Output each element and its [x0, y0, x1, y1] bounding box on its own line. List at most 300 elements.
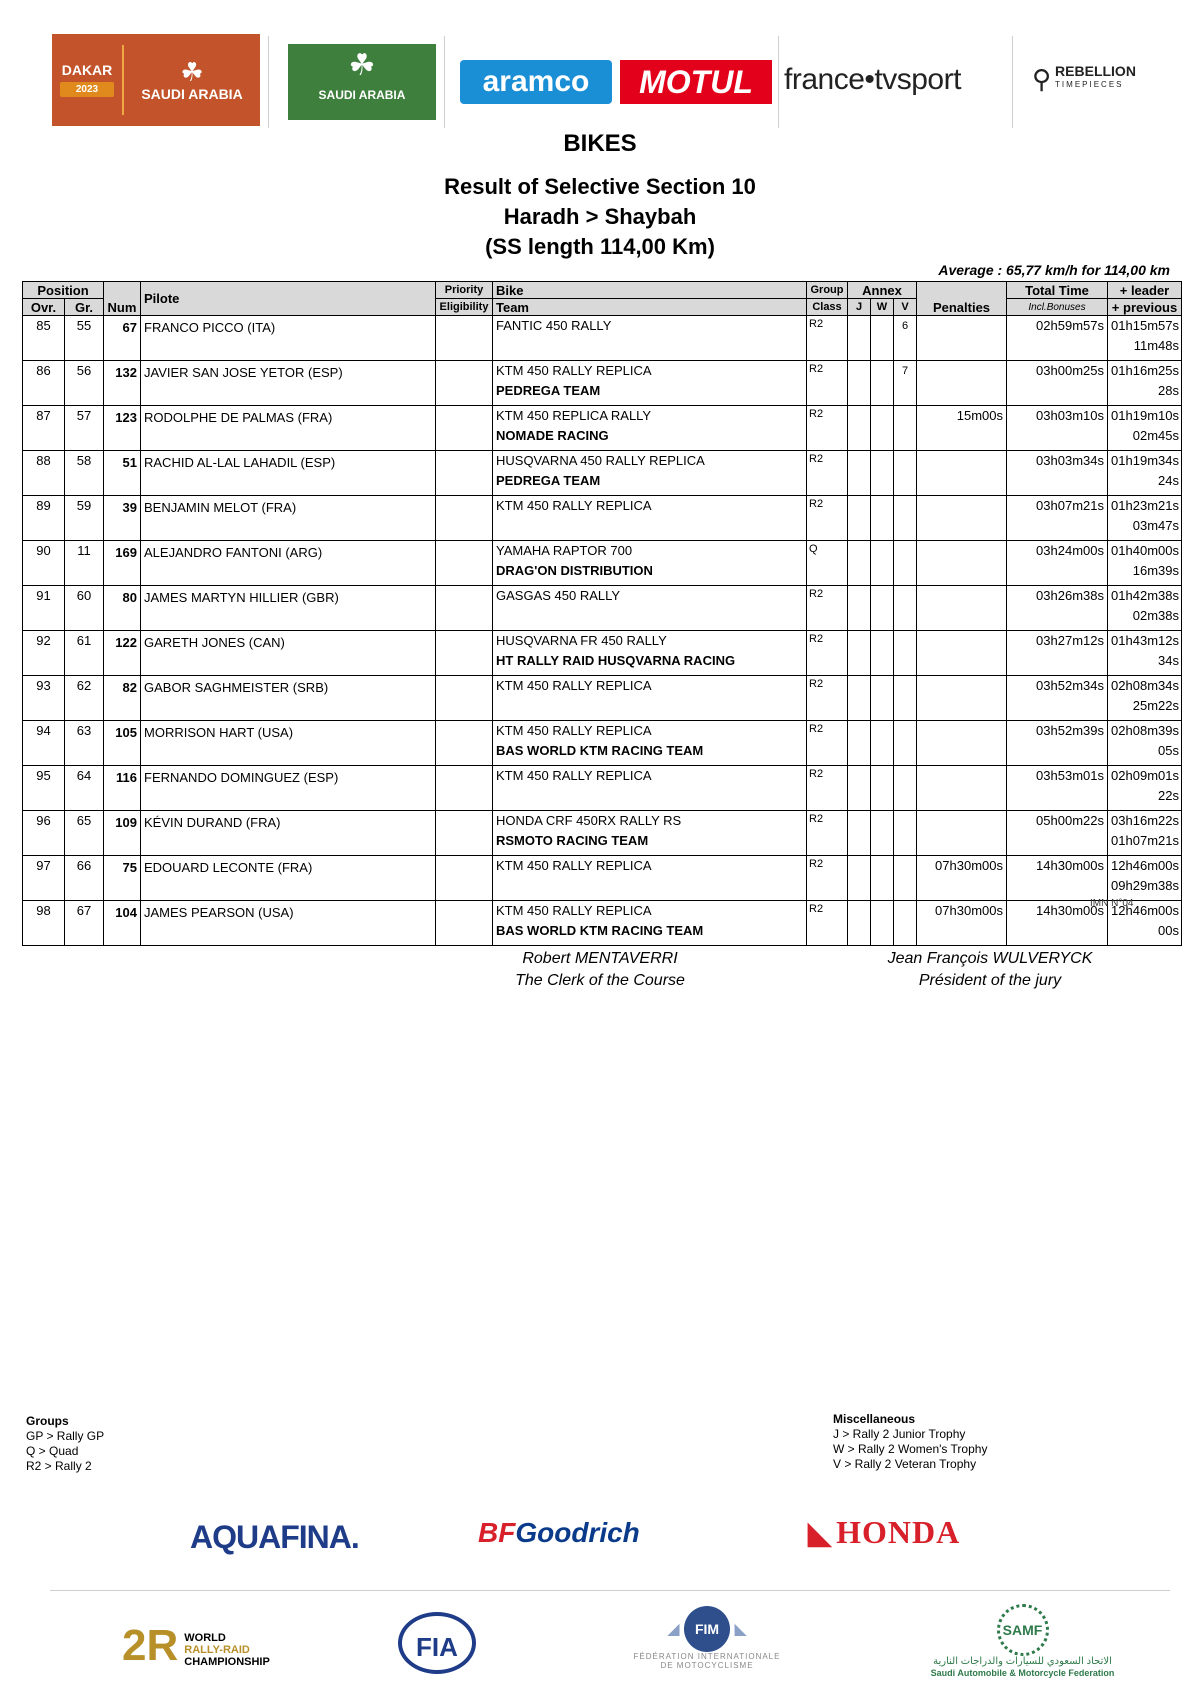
cell-overall-position: 87: [23, 406, 65, 451]
gap-previous: 16m39s: [1132, 563, 1179, 578]
cell-class: R2: [807, 451, 848, 496]
team-name: BAS WORLD KTM RACING TEAM: [496, 923, 704, 938]
bfg-goodrich: Goodrich: [515, 1517, 640, 1548]
cell-priority: [436, 451, 493, 496]
gap-leader: 01h43m12s: [1111, 633, 1179, 648]
cell-group-position: 62: [65, 676, 104, 721]
fim-wings-icon: ◢ FIM ◣: [632, 1606, 782, 1652]
header-group: Group: [807, 282, 848, 299]
cell-class: R2: [807, 586, 848, 631]
gap-previous: 09h29m38s: [1111, 878, 1179, 893]
bike-name: HONDA CRF 450RX RALLY RS: [496, 813, 682, 828]
cell-annex-w: [871, 496, 894, 541]
stage-route: Haradh > Shaybah: [503, 204, 697, 229]
gap-previous: 02m45s: [1132, 428, 1179, 443]
cell-overall-position: 85: [23, 316, 65, 361]
header-eligibility: Eligibility: [436, 299, 493, 316]
cell-penalties: [917, 496, 1007, 541]
cell-bike-team: [493, 676, 807, 721]
cell-number: 67: [104, 316, 141, 361]
cell-gaps: [1108, 451, 1182, 496]
cell-pilot: RODOLPHE DE PALMAS (FRA): [141, 406, 436, 451]
cell-class: R2: [807, 631, 848, 676]
cell-overall-position: 91: [23, 586, 65, 631]
table-row: [23, 496, 1182, 541]
cell-penalties: [917, 316, 1007, 361]
stage-length: (SS length 114,00 Km): [485, 234, 715, 259]
cell-annex-j: [848, 451, 871, 496]
header-bike: Bike: [493, 282, 807, 299]
team-name: PEDREGA TEAM: [496, 383, 601, 398]
sponsor-header: [22, 28, 1178, 138]
table-row: [23, 316, 1182, 361]
cell-annex-w: [871, 631, 894, 676]
bfgoodrich-logo: [478, 1517, 640, 1549]
cell-total-time: 03h03m10s: [1007, 406, 1108, 451]
cell-number: 51: [104, 451, 141, 496]
bike-name: KTM 450 RALLY REPLICA: [496, 498, 652, 513]
honda-logo: [808, 1514, 960, 1551]
table-row: [23, 451, 1182, 496]
header-class: Class: [807, 299, 848, 316]
cell-bike-team: [493, 631, 807, 676]
aquafina-logo: AQUAFINA.: [190, 1519, 359, 1555]
cell-annex-w: [871, 451, 894, 496]
clerk-name: Robert MENTAVERRI: [522, 950, 678, 967]
cell-penalties: 15m00s: [917, 406, 1007, 451]
cell-penalties: [917, 541, 1007, 586]
cell-total-time: 03h00m25s: [1007, 361, 1108, 406]
header-incl-bonuses: Incl.Bonuses: [1007, 299, 1108, 316]
cell-annex-v: [894, 901, 917, 946]
table-row: [23, 901, 1182, 946]
cell-bike-team: [493, 901, 807, 946]
cell-annex-j: [848, 541, 871, 586]
table-row: [23, 586, 1182, 631]
cell-penalties: [917, 586, 1007, 631]
cell-overall-position: 96: [23, 811, 65, 856]
gap-leader: 01h15m57s: [1111, 318, 1179, 333]
cell-gaps: [1108, 676, 1182, 721]
legend-item: V > Rally 2 Veteran Trophy: [833, 1457, 977, 1471]
table-row: [23, 811, 1182, 856]
cell-pilot: KÉVIN DURAND (FRA): [141, 811, 436, 856]
header-annex-w: W: [871, 299, 894, 316]
cell-bike-team: [493, 586, 807, 631]
gap-leader: 02h08m34s: [1111, 678, 1179, 693]
table-row: [23, 406, 1182, 451]
table-row: [23, 676, 1182, 721]
cell-annex-w: [871, 676, 894, 721]
signature-jury: [850, 948, 1130, 992]
cell-class: R2: [807, 316, 848, 361]
cell-overall-position: 92: [23, 631, 65, 676]
cell-group-position: 55: [65, 316, 104, 361]
cell-class: R2: [807, 901, 848, 946]
cell-annex-w: [871, 541, 894, 586]
cell-annex-w: [871, 766, 894, 811]
cell-annex-j: [848, 901, 871, 946]
team-name: BAS WORLD KTM RACING TEAM: [496, 743, 704, 758]
cell-class: R2: [807, 811, 848, 856]
legend-item: R2 > Rally 2: [26, 1459, 92, 1473]
cell-group-position: 64: [65, 766, 104, 811]
palm-icon: ☘: [180, 57, 204, 87]
fia-logo: FIA: [398, 1612, 476, 1674]
cell-annex-w: [871, 901, 894, 946]
cell-bike-team: [493, 406, 807, 451]
saudi-arabia-logo: [288, 44, 436, 120]
cell-number: 169: [104, 541, 141, 586]
cell-annex-v: [894, 676, 917, 721]
header-total-time: Total Time: [1007, 282, 1108, 299]
header-previous: + previous: [1108, 299, 1182, 316]
cell-priority: [436, 316, 493, 361]
cell-class: R2: [807, 721, 848, 766]
rebellion-label: REBELLION: [1055, 63, 1136, 79]
cell-gaps: [1108, 721, 1182, 766]
cell-number: 122: [104, 631, 141, 676]
header-position: Position: [23, 282, 104, 299]
honda-wing-icon: ◣: [808, 1517, 833, 1550]
cell-number: 80: [104, 586, 141, 631]
cell-annex-v: [894, 451, 917, 496]
samf-logo: [925, 1604, 1120, 1690]
gap-previous: 24s: [1158, 473, 1179, 488]
cell-gaps: [1108, 586, 1182, 631]
cell-group-position: 63: [65, 721, 104, 766]
cell-annex-j: [848, 361, 871, 406]
bike-name: HUSQVARNA 450 RALLY REPLICA: [496, 453, 705, 468]
table-row: [23, 541, 1182, 586]
cell-annex-v: 6: [894, 316, 917, 361]
cell-pilot: JAVIER SAN JOSE YETOR (ESP): [141, 361, 436, 406]
wrrc-line1: WORLD: [184, 1632, 226, 1644]
cell-annex-v: [894, 541, 917, 586]
aramco-logo: aramco: [460, 60, 612, 104]
bike-name: KTM 450 RALLY REPLICA: [496, 903, 652, 918]
rebellion-sub: TIMEPIECES: [1055, 80, 1124, 89]
cell-priority: [436, 721, 493, 766]
cell-annex-j: [848, 586, 871, 631]
rebellion-logo: [1032, 64, 1172, 100]
cell-priority: [436, 901, 493, 946]
bike-name: HUSQVARNA FR 450 RALLY: [496, 633, 667, 648]
cell-annex-j: [848, 316, 871, 361]
header-priority: Priority: [436, 282, 493, 299]
gap-leader: 01h16m25s: [1111, 363, 1179, 378]
header-annex-j: J: [848, 299, 871, 316]
cell-priority: [436, 361, 493, 406]
header-leader: + leader: [1108, 282, 1182, 299]
category-title: BIKES: [563, 130, 637, 157]
bike-name: KTM 450 RALLY REPLICA: [496, 723, 652, 738]
cell-gaps: [1108, 856, 1182, 901]
cell-bike-team: [493, 721, 807, 766]
cell-gaps: [1108, 406, 1182, 451]
cell-annex-j: [848, 406, 871, 451]
cell-group-position: 61: [65, 631, 104, 676]
cell-gaps: [1108, 316, 1182, 361]
wrrc-line2: RALLY-RAID: [184, 1644, 250, 1656]
bike-name: KTM 450 RALLY REPLICA: [496, 768, 652, 783]
cell-number: 109: [104, 811, 141, 856]
cell-pilot: JAMES PEARSON (USA): [141, 901, 436, 946]
cell-annex-v: [894, 766, 917, 811]
cell-total-time: 05h00m22s: [1007, 811, 1108, 856]
team-name: PEDREGA TEAM: [496, 473, 601, 488]
cell-bike-team: [493, 766, 807, 811]
average-speed: Average : 65,77 km/h for 114,00 km: [938, 262, 1170, 278]
cell-annex-j: [848, 811, 871, 856]
cell-number: 82: [104, 676, 141, 721]
gap-leader: 03h16m22s: [1111, 813, 1179, 828]
cell-total-time: 03h52m34s: [1007, 676, 1108, 721]
cell-class: R2: [807, 361, 848, 406]
gap-leader: 01h23m21s: [1111, 498, 1179, 513]
header-penalties: Penalties: [917, 282, 1007, 316]
cell-group-position: 57: [65, 406, 104, 451]
cell-group-position: 56: [65, 361, 104, 406]
gap-previous: 34s: [1158, 653, 1179, 668]
bike-name: KTM 450 RALLY REPLICA: [496, 678, 652, 693]
legend-groups-title: Groups: [26, 1414, 69, 1428]
gap-previous: 00s: [1158, 923, 1179, 938]
cell-annex-v: [894, 856, 917, 901]
jury-role: Président of the jury: [918, 972, 1062, 989]
cell-number: 105: [104, 721, 141, 766]
cell-total-time: 03h24m00s: [1007, 541, 1108, 586]
gap-previous: 25m22s: [1132, 698, 1179, 713]
saudi-label: SAUDI ARABIA: [318, 88, 406, 102]
cell-overall-position: 88: [23, 451, 65, 496]
cell-bike-team: [493, 856, 807, 901]
cell-number: 39: [104, 496, 141, 541]
table-row: [23, 631, 1182, 676]
cell-priority: [436, 631, 493, 676]
imn-number: IMN N°04: [1090, 898, 1134, 909]
cell-priority: [436, 406, 493, 451]
results-table: [22, 281, 1182, 946]
table-row: [23, 766, 1182, 811]
dakar-logo: [52, 34, 260, 126]
cell-group-position: 58: [65, 451, 104, 496]
cell-total-time: 14h30m00s: [1007, 856, 1108, 901]
cell-class: Q: [807, 541, 848, 586]
cell-annex-w: [871, 811, 894, 856]
cell-class: R2: [807, 496, 848, 541]
cell-total-time: 03h53m01s: [1007, 766, 1108, 811]
cell-annex-w: [871, 406, 894, 451]
cell-bike-team: [493, 811, 807, 856]
cell-annex-v: [894, 631, 917, 676]
cell-overall-position: 95: [23, 766, 65, 811]
cell-annex-v: [894, 406, 917, 451]
wrrc-line3: CHAMPIONSHIP: [184, 1656, 270, 1668]
cell-annex-j: [848, 721, 871, 766]
table-row: [23, 721, 1182, 766]
francetv-sport-logo: france•tvsport: [784, 63, 961, 96]
cell-gaps: [1108, 811, 1182, 856]
cell-pilot: JAMES MARTYN HILLIER (GBR): [141, 586, 436, 631]
cell-pilot: RACHID AL-LAL LAHADIL (ESP): [141, 451, 436, 496]
cell-total-time: 14h30m00s: [1007, 901, 1108, 946]
header-ovr: Ovr.: [23, 299, 65, 316]
dakar-label: DAKAR: [61, 62, 113, 78]
legend-misc-title: Miscellaneous: [833, 1412, 916, 1426]
legend-item: Q > Quad: [26, 1444, 79, 1458]
cell-annex-w: [871, 856, 894, 901]
cell-annex-j: [848, 496, 871, 541]
cell-penalties: [917, 766, 1007, 811]
bike-name: KTM 450 RALLY REPLICA: [496, 858, 652, 873]
cell-penalties: [917, 631, 1007, 676]
cell-class: R2: [807, 856, 848, 901]
world-rally-raid-logo: [122, 1620, 272, 1674]
gap-previous: 11m48s: [1133, 338, 1179, 353]
header-annex-v: V: [894, 299, 917, 316]
cell-penalties: [917, 676, 1007, 721]
cell-pilot: FERNANDO DOMINGUEZ (ESP): [141, 766, 436, 811]
cell-class: R2: [807, 676, 848, 721]
cell-penalties: 07h30m00s: [917, 901, 1007, 946]
cell-overall-position: 98: [23, 901, 65, 946]
team-name: RSMOTO RACING TEAM: [496, 833, 649, 848]
gap-previous: 28s: [1158, 383, 1179, 398]
gap-leader: 02h08m39s: [1111, 723, 1179, 738]
bike-name: FANTIC 450 RALLY: [496, 318, 612, 333]
header-pilote: Pilote: [141, 282, 436, 316]
cell-bike-team: [493, 361, 807, 406]
gap-leader: 02h09m01s: [1111, 768, 1179, 783]
cell-total-time: 03h07m21s: [1007, 496, 1108, 541]
cell-number: 116: [104, 766, 141, 811]
header-team: Team: [493, 299, 807, 316]
cell-pilot: FRANCO PICCO (ITA): [141, 316, 436, 361]
cell-bike-team: [493, 496, 807, 541]
cell-pilot: MORRISON HART (USA): [141, 721, 436, 766]
table-row: [23, 361, 1182, 406]
cell-bike-team: [493, 316, 807, 361]
gap-previous: 03m47s: [1132, 518, 1179, 533]
cell-total-time: 03h26m38s: [1007, 586, 1108, 631]
gap-previous: 01h07m21s: [1111, 833, 1179, 848]
bike-name: GASGAS 450 RALLY: [496, 588, 621, 603]
cell-pilot: EDOUARD LECONTE (FRA): [141, 856, 436, 901]
jury-name: Jean François WULVERYCK: [887, 950, 1093, 967]
cell-priority: [436, 496, 493, 541]
gap-leader: 12h46m00s: [1111, 903, 1179, 918]
cell-penalties: [917, 451, 1007, 496]
fim-line2: DE MOTOCYCLISME: [660, 1661, 754, 1670]
cell-overall-position: 93: [23, 676, 65, 721]
team-name: DRAG'ON DISTRIBUTION: [496, 563, 653, 578]
table-row: [23, 856, 1182, 901]
cell-total-time: 03h03m34s: [1007, 451, 1108, 496]
cell-annex-j: [848, 856, 871, 901]
cell-pilot: BENJAMIN MELOT (FRA): [141, 496, 436, 541]
clerk-role: The Clerk of the Course: [515, 972, 685, 989]
bike-name: KTM 450 REPLICA RALLY: [496, 408, 652, 423]
cell-group-position: 66: [65, 856, 104, 901]
fim-logo: [632, 1606, 782, 1686]
bike-name: KTM 450 RALLY REPLICA: [496, 363, 652, 378]
cell-number: 75: [104, 856, 141, 901]
gap-previous: 02m38s: [1132, 608, 1179, 623]
legend-groups: [26, 1414, 104, 1474]
rebellion-icon: ⚲: [1032, 64, 1052, 94]
wrrc-mark: 2R: [122, 1621, 179, 1670]
cell-annex-j: [848, 631, 871, 676]
cell-gaps: [1108, 766, 1182, 811]
cell-pilot: GARETH JONES (CAN): [141, 631, 436, 676]
gap-previous: 05s: [1158, 743, 1179, 758]
cell-total-time: 03h27m12s: [1007, 631, 1108, 676]
cell-penalties: [917, 721, 1007, 766]
cell-gaps: [1108, 361, 1182, 406]
cell-overall-position: 90: [23, 541, 65, 586]
cell-annex-v: [894, 586, 917, 631]
cell-annex-w: [871, 361, 894, 406]
cell-overall-position: 97: [23, 856, 65, 901]
cell-group-position: 60: [65, 586, 104, 631]
cell-annex-v: 7: [894, 361, 917, 406]
cell-bike-team: [493, 541, 807, 586]
cell-priority: [436, 586, 493, 631]
cell-annex-w: [871, 586, 894, 631]
bfg-bf: BF: [478, 1517, 516, 1548]
cell-priority: [436, 766, 493, 811]
palm-swords-icon: ☘: [348, 49, 376, 82]
samf-english: Saudi Automobile & Motorcycle Federation: [930, 1668, 1115, 1678]
cell-penalties: 07h30m00s: [917, 856, 1007, 901]
cell-gaps: [1108, 541, 1182, 586]
fim-line1: FÉDÉRATION INTERNATIONALE: [633, 1652, 781, 1661]
cell-pilot: GABOR SAGHMEISTER (SRB): [141, 676, 436, 721]
cell-penalties: [917, 811, 1007, 856]
stage-title: Result of Selective Section 10: [444, 174, 756, 199]
cell-penalties: [917, 361, 1007, 406]
legend-misc: [833, 1412, 987, 1472]
honda-label: HONDA: [836, 1514, 961, 1550]
gap-leader: 01h19m10s: [1111, 408, 1179, 423]
header-num: Num: [104, 282, 141, 316]
cell-bike-team: [493, 451, 807, 496]
legend-item: W > Rally 2 Women's Trophy: [833, 1442, 988, 1456]
cell-annex-w: [871, 316, 894, 361]
gap-leader: 01h42m38s: [1111, 588, 1179, 603]
cell-number: 104: [104, 901, 141, 946]
samf-emblem: SAMF: [997, 1604, 1049, 1656]
cell-class: R2: [807, 766, 848, 811]
cell-class: R2: [807, 406, 848, 451]
samf-arabic: الاتحاد السعودي للسيارات والدراجات النارية: [933, 1656, 1112, 1667]
cell-annex-j: [848, 676, 871, 721]
cell-priority: [436, 856, 493, 901]
dakar-country: SAUDI ARABIA: [141, 86, 243, 102]
cell-annex-v: [894, 496, 917, 541]
cell-group-position: 11: [65, 541, 104, 586]
cell-number: 132: [104, 361, 141, 406]
cell-annex-v: [894, 721, 917, 766]
gap-leader: 12h46m00s: [1111, 858, 1179, 873]
cell-gaps: [1108, 496, 1182, 541]
gap-leader: 01h19m34s: [1111, 453, 1179, 468]
motul-logo: MOTUL: [620, 60, 772, 104]
cell-annex-v: [894, 811, 917, 856]
results-body: [23, 316, 1182, 946]
footer-divider: [50, 1590, 1170, 1591]
